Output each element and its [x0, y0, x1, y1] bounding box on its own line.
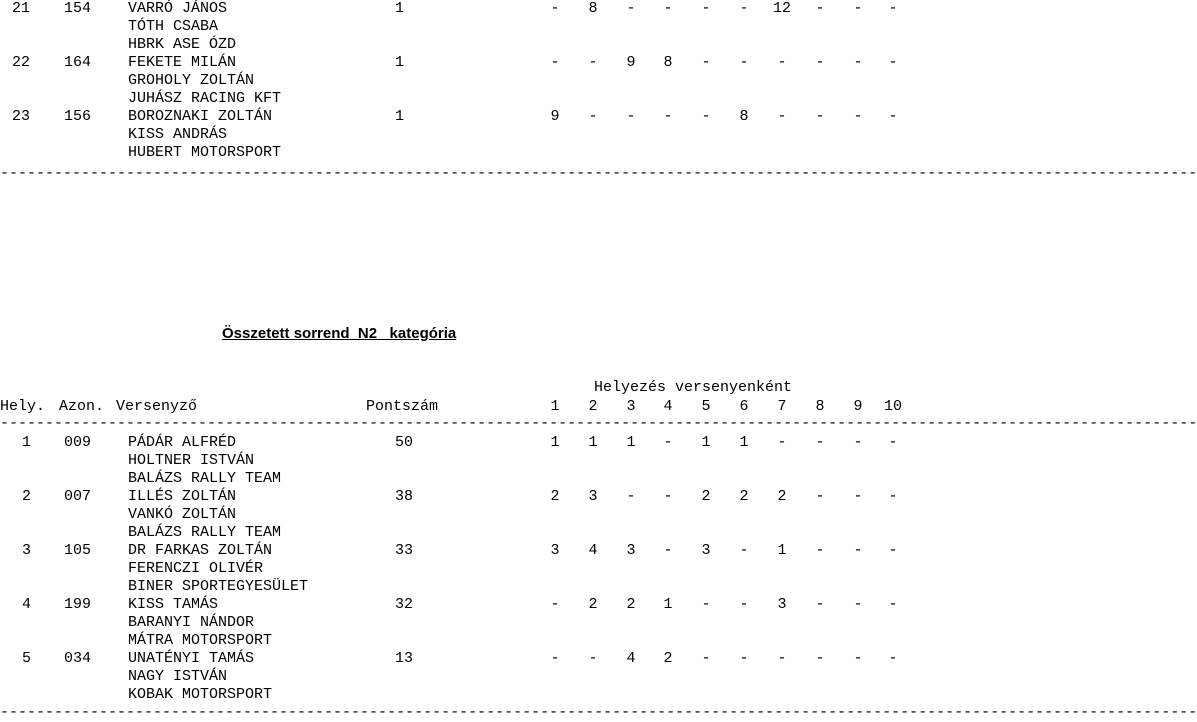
- round-result: -: [815, 650, 825, 667]
- car-number: 199: [64, 596, 92, 613]
- round-number: 10: [884, 398, 903, 415]
- rank-number: 1: [22, 434, 32, 451]
- round-result: -: [777, 54, 787, 71]
- points-value: 1: [395, 54, 405, 71]
- round-result: -: [888, 488, 898, 505]
- round-result: -: [701, 0, 711, 17]
- round-result: 3: [701, 542, 711, 559]
- round-number: 3: [626, 398, 636, 415]
- round-result: -: [777, 650, 787, 667]
- rank-number: 22: [12, 54, 31, 71]
- car-number: 156: [64, 108, 92, 125]
- round-number: 6: [739, 398, 749, 415]
- rank-number: 3: [22, 542, 32, 559]
- driver-name: BOROZNAKI ZOLTÁN: [128, 108, 273, 125]
- round-result: -: [815, 434, 825, 451]
- round-result: -: [663, 108, 673, 125]
- codriver-name: TÓTH CSABA: [128, 18, 219, 35]
- driver-name: VARRÓ JÁNOS: [128, 0, 228, 17]
- round-result: -: [701, 54, 711, 71]
- round-result: 1: [588, 434, 598, 451]
- round-number: 2: [588, 398, 598, 415]
- round-result: 2: [588, 596, 598, 613]
- round-result: -: [588, 650, 598, 667]
- round-result: -: [815, 108, 825, 125]
- rank-number: 2: [22, 488, 32, 505]
- round-result: 2: [777, 488, 787, 505]
- round-result: 3: [588, 488, 598, 505]
- team-name: JUHÁSZ RACING KFT: [128, 90, 282, 107]
- round-result: -: [588, 54, 598, 71]
- points-value: 13: [395, 650, 414, 667]
- codriver-name: BARANYI NÁNDOR: [128, 614, 255, 631]
- round-result: 12: [773, 0, 792, 17]
- separator-line: -------------------------------------------------------------------------------------------------------------------------------------: [0, 165, 1197, 182]
- round-result: -: [550, 54, 560, 71]
- points-value: 33: [395, 542, 414, 559]
- car-number: 105: [64, 542, 92, 559]
- driver-name: PÁDÁR ALFRÉD: [128, 434, 237, 451]
- rank-number: 4: [22, 596, 32, 613]
- round-number: 5: [701, 398, 711, 415]
- round-result: -: [888, 542, 898, 559]
- round-result: 1: [701, 434, 711, 451]
- round-result: -: [853, 108, 863, 125]
- round-result: -: [853, 434, 863, 451]
- round-result: 1: [739, 434, 749, 451]
- rank-number: 21: [12, 0, 31, 17]
- round-result: -: [888, 650, 898, 667]
- round-result: -: [888, 0, 898, 17]
- round-result: -: [739, 542, 749, 559]
- round-result: -: [853, 0, 863, 17]
- codriver-name: GROHOLY ZOLTÁN: [128, 72, 255, 89]
- rank-number: 23: [12, 108, 31, 125]
- header-id: Azon.: [59, 398, 105, 415]
- round-result: -: [626, 108, 636, 125]
- round-result: -: [815, 596, 825, 613]
- round-result: -: [888, 434, 898, 451]
- car-number: 009: [64, 434, 92, 451]
- round-result: -: [853, 650, 863, 667]
- round-result: -: [550, 596, 560, 613]
- team-name: MÁTRA MOTORSPORT: [128, 632, 273, 649]
- round-result: -: [853, 542, 863, 559]
- round-result: -: [663, 0, 673, 17]
- round-result: -: [739, 596, 749, 613]
- codriver-name: HOLTNER ISTVÁN: [128, 452, 255, 469]
- header-rank: Hely.: [0, 398, 46, 415]
- round-result: 1: [777, 542, 787, 559]
- round-result: 3: [550, 542, 560, 559]
- round-result: -: [739, 54, 749, 71]
- round-number: 7: [777, 398, 787, 415]
- round-result: 4: [626, 650, 636, 667]
- round-result: 3: [777, 596, 787, 613]
- round-number: 4: [663, 398, 673, 415]
- round-result: -: [550, 650, 560, 667]
- round-result: 3: [626, 542, 636, 559]
- round-result: 9: [550, 108, 560, 125]
- round-result: 4: [588, 542, 598, 559]
- round-result: 1: [550, 434, 560, 451]
- round-result: 1: [626, 434, 636, 451]
- round-number: 8: [815, 398, 825, 415]
- round-result: -: [777, 108, 787, 125]
- round-result: -: [550, 0, 560, 17]
- car-number: 007: [64, 488, 92, 505]
- round-result: -: [853, 54, 863, 71]
- round-result: 8: [663, 54, 673, 71]
- round-number: 1: [550, 398, 560, 415]
- points-value: 1: [395, 0, 405, 17]
- round-result: 8: [739, 108, 749, 125]
- header-driver: Versenyző: [116, 398, 198, 415]
- round-result: 2: [550, 488, 560, 505]
- results-group-label: Helyezés versenyenként: [594, 379, 793, 396]
- points-value: 1: [395, 108, 405, 125]
- round-result: -: [701, 108, 711, 125]
- driver-name: KISS TAMÁS: [128, 596, 219, 613]
- round-result: 2: [739, 488, 749, 505]
- round-result: -: [815, 488, 825, 505]
- round-result: -: [888, 108, 898, 125]
- points-value: 50: [395, 434, 414, 451]
- team-name: BALÁZS RALLY TEAM: [128, 524, 282, 541]
- round-result: -: [853, 596, 863, 613]
- round-result: -: [663, 488, 673, 505]
- round-result: -: [815, 54, 825, 71]
- round-result: -: [701, 596, 711, 613]
- team-name: HBRK ASE ÓZD: [128, 36, 237, 53]
- separator-line: -------------------------------------------------------------------------------------------------------------------------------------: [0, 415, 1197, 432]
- round-result: 1: [663, 596, 673, 613]
- car-number: 154: [64, 0, 92, 17]
- team-name: BALÁZS RALLY TEAM: [128, 470, 282, 487]
- round-result: -: [663, 434, 673, 451]
- team-name: KOBAK MOTORSPORT: [128, 686, 273, 703]
- header-points: Pontszám: [366, 398, 439, 415]
- separator-line: -------------------------------------------------------------------------------------------------------------------------------------: [0, 704, 1197, 721]
- round-result: 9: [626, 54, 636, 71]
- driver-name: DR FARKAS ZOLTÁN: [128, 542, 273, 559]
- points-value: 32: [395, 596, 414, 613]
- driver-name: ILLÉS ZOLTÁN: [128, 488, 237, 505]
- car-number: 034: [64, 650, 92, 667]
- team-name: HUBERT MOTORSPORT: [128, 144, 282, 161]
- round-result: 2: [626, 596, 636, 613]
- round-result: -: [853, 488, 863, 505]
- round-result: -: [626, 0, 636, 17]
- round-result: -: [777, 434, 787, 451]
- section-title: Összetett sorrend N2 kategória: [222, 325, 457, 342]
- driver-name: UNATÉNYI TAMÁS: [128, 650, 255, 667]
- round-result: -: [626, 488, 636, 505]
- round-result: -: [815, 542, 825, 559]
- round-result: -: [701, 650, 711, 667]
- round-result: -: [888, 54, 898, 71]
- points-value: 38: [395, 488, 414, 505]
- round-result: 2: [701, 488, 711, 505]
- round-number: 9: [853, 398, 863, 415]
- codriver-name: KISS ANDRÁS: [128, 126, 228, 143]
- round-result: -: [739, 0, 749, 17]
- round-result: -: [588, 108, 598, 125]
- round-result: -: [888, 596, 898, 613]
- round-result: -: [815, 0, 825, 17]
- car-number: 164: [64, 54, 92, 71]
- round-result: 2: [663, 650, 673, 667]
- codriver-name: VANKÓ ZOLTÁN: [128, 506, 237, 523]
- team-name: BINER SPORTEGYESÜLET: [128, 578, 309, 595]
- codriver-name: FERENCZI OLIVÉR: [128, 560, 264, 577]
- round-result: -: [663, 542, 673, 559]
- round-result: 8: [588, 0, 598, 17]
- codriver-name: NAGY ISTVÁN: [128, 668, 228, 685]
- round-result: -: [739, 650, 749, 667]
- rank-number: 5: [22, 650, 32, 667]
- driver-name: FEKETE MILÁN: [128, 54, 237, 71]
